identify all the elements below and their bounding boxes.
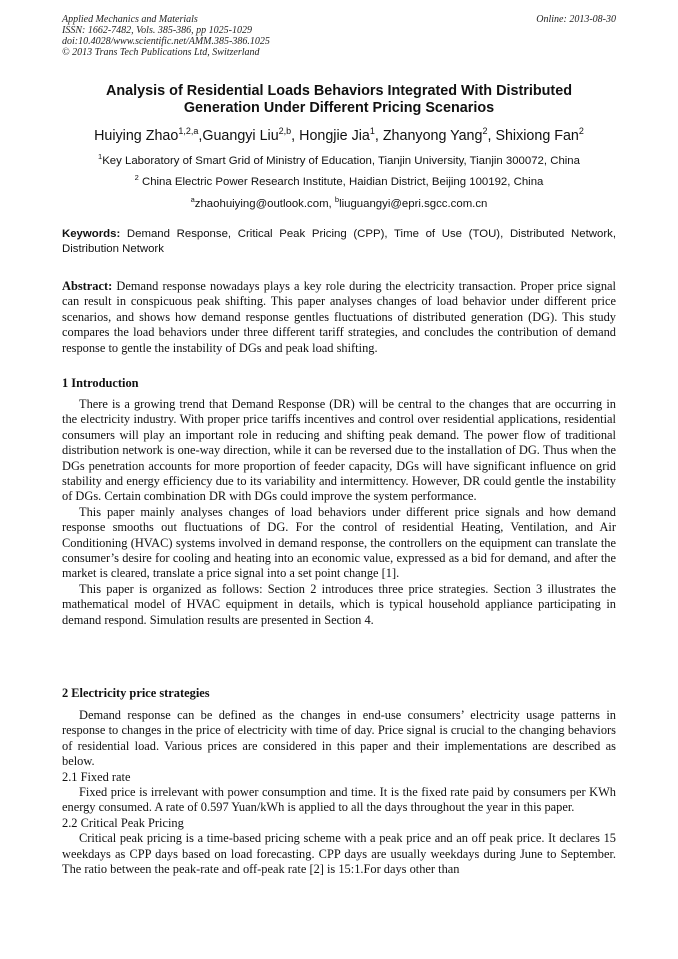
- affiliation-mark: 1: [98, 152, 103, 161]
- subsection-heading: 2.1 Fixed rate: [62, 769, 131, 784]
- paragraph: Demand response can be defined as the changes in end-use consumers’ electricity usage patterns in response to changes in the price of electricity with time of day. Price signal is crucial to the changing behaviors of residential load. Various prices are considered in this paper and their implementations are described as below.: [62, 708, 616, 769]
- paragraph: Critical peak pricing is a time-based pricing scheme with a peak price and an off peak price. It declares 15 weekdays as CPP days based on load forecasting. CPP days are usually weekdays during June to September. The ratio between the peak-rate and off-peak rate [2] is 15:1.For days other than: [62, 831, 616, 877]
- abstract: [62, 279, 616, 356]
- author-list: [62, 122, 616, 145]
- author-name: Huiying Zhao: [94, 127, 179, 144]
- affiliation-mark: 2: [134, 173, 139, 182]
- keywords-text: Demand Response, Critical Peak Pricing (CPP), Time of Use (TOU), Distributed Network, Distribution Network: [62, 228, 616, 255]
- section-introduction: [62, 376, 616, 628]
- author-affil-mark: 1: [369, 126, 375, 136]
- title-line-1: Analysis of Residential Loads Behaviors Integrated With Distributed: [105, 83, 573, 99]
- affiliation-2: [62, 171, 616, 189]
- author-affil-mark: 2: [482, 126, 488, 136]
- section-price-strategies: [62, 686, 616, 877]
- author-separator: ,: [198, 127, 203, 144]
- paper-title: [62, 83, 616, 117]
- author-affil-mark: 2: [578, 126, 584, 136]
- affiliation-text: Key Laboratory of Smart Grid of Ministry of Education, Tianjin University, Tianjin 300072, China: [102, 154, 580, 167]
- author-affil-mark: 2,b: [278, 126, 292, 136]
- author-separator: ,: [487, 127, 496, 144]
- journal-name: Applied Mechanics and Materials: [62, 14, 198, 25]
- author-name: Shixiong Fan: [495, 127, 579, 144]
- abstract-label: Abstract:: [62, 279, 113, 293]
- author-name: Zhanyong Yang: [382, 127, 483, 144]
- author-name: Guangyi Liu: [202, 127, 279, 144]
- author-separator: ,: [374, 127, 383, 144]
- paragraph: This paper mainly analyses changes of load behaviors under different price signals and how demand response smooths out fluctuations of DG. For the control of residential Heating, Ventilation, and Air Conditioning (HVAC) systems involved in demand response, the controllers on the equipment can translate the consumer’s desire for cooling and heating into an economic value, expressed as a bid for demand, and after the market is cleared, translate a price signal into a set point change [1].: [62, 504, 616, 581]
- keywords: [62, 227, 616, 256]
- section-heading: 1 Introduction: [62, 376, 139, 390]
- section-heading: 2 Electricity price strategies: [62, 686, 210, 700]
- journal-header: [62, 14, 616, 58]
- abstract-text: Demand response nowadays plays a key role during the electricity transaction. Proper price signal can result in conspicuous peak shifting. This paper analyses changes of load behavior under different price scenarios, and shows how demand response gentles fluctuations of distributed generation (DG). This study compares the load behaviors under three different tariff strategies, and concludes the contribution of demand response to gentle the instability of DGs and peak load shifting.: [62, 279, 616, 355]
- subsection-heading: 2.2 Critical Peak Pricing: [62, 815, 184, 830]
- title-line-2: Generation Under Different Pricing Scenarios: [183, 100, 495, 116]
- paragraph: This paper is organized as follows: Section 2 introduces three price strategies. Section 3 illustrates the mathematical model of HVAC equipment in details, which is typical household appliance participating in demand respond. Simulation results are presented in Section 4.: [62, 581, 616, 627]
- email-mark: a: [190, 195, 195, 204]
- affiliation-text: China Electric Power Research Institute, Haidian District, Beijing 100192, China: [138, 175, 544, 188]
- author-name: Hongjie Jia: [299, 127, 370, 144]
- email-b: liuguangyi@epri.sgcc.com.cn: [339, 197, 488, 210]
- journal-copyright: © 2013 Trans Tech Publications Ltd, Switzerland: [62, 47, 260, 58]
- author-affil-mark: 1,2,a: [178, 126, 199, 136]
- journal-doi: doi:10.4028/www.scientific.net/AMM.385-386.1025: [62, 36, 270, 47]
- online-date: Online: 2013-08-30: [536, 14, 616, 25]
- keywords-label: Keywords:: [62, 228, 121, 240]
- journal-issn: ISSN: 1662-7482, Vols. 385-386, pp 1025-1029: [62, 25, 252, 36]
- affiliation-1: [62, 150, 616, 168]
- paragraph: There is a growing trend that Demand Response (DR) will be central to the changes that are occurring in the electricity industry. With proper price tariffs incentives and control over residential applications, residential consumers will play an important role in reducing and shifting peak demand. The power flow of traditional distribution network is one-way direction, while it can be reversed due to the installation of DG. Thus when the DGs penetration accounts for more proportion of feeder capacity, DGs will have significant influence on grid stability and energy efficiency due to its variability and intermittency. However, DR could gentle the instability of DGs. Certain combination DR with DGs could improve the system performance.: [62, 397, 616, 504]
- email-a: zhaohuiying@outlook.com,: [194, 197, 335, 210]
- author-separator: ,: [291, 127, 300, 144]
- paragraph: Fixed price is irrelevant with power consumption and time. It is the fixed rate paid by consumers per KWh energy consumed. A rate of 0.597 Yuan/kWh is applied to all the days throughout the year in this paper.: [62, 785, 616, 815]
- email-mark: b: [334, 195, 340, 204]
- author-emails: [62, 193, 616, 211]
